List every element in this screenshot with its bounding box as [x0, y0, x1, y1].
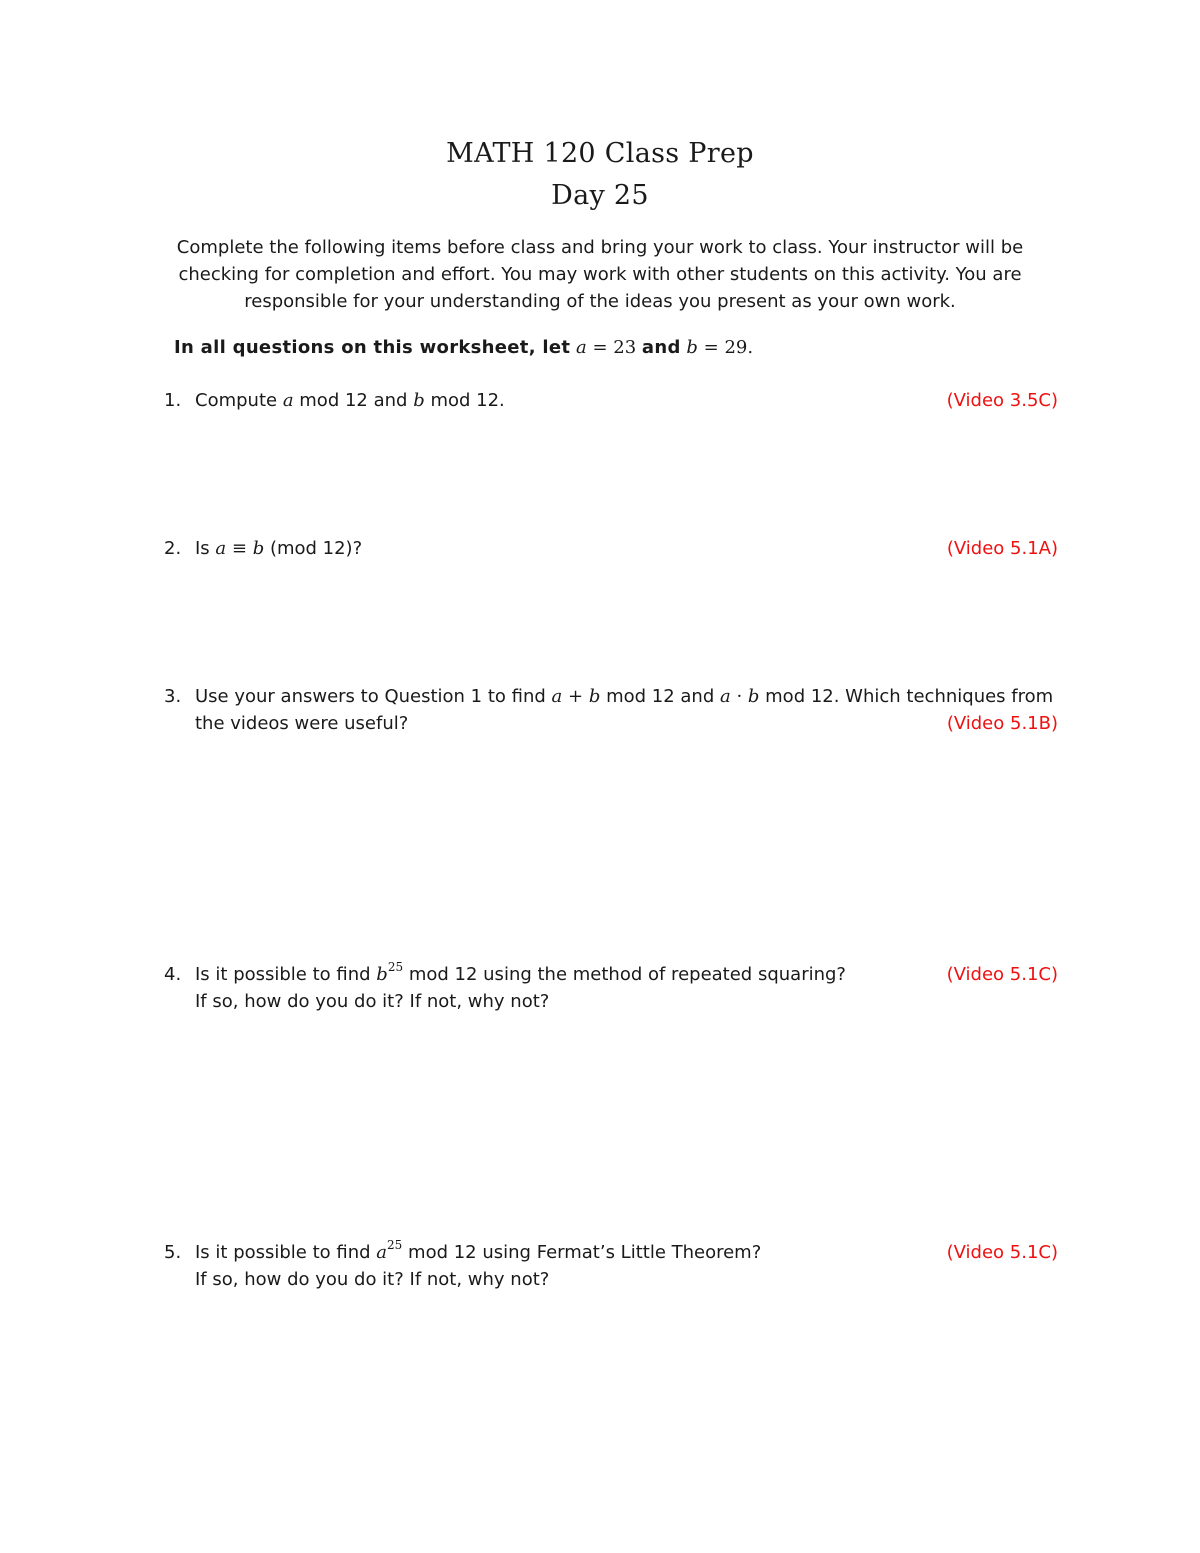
video-reference: (Video 5.1A) [946, 538, 1058, 559]
text-segment: Is [195, 538, 216, 559]
math-var: b [376, 964, 388, 985]
worksheet-instruction [174, 337, 753, 358]
instruction-text: In all questions on this worksheet, let [174, 337, 571, 358]
question-text [195, 683, 1058, 737]
math-var: b [747, 686, 760, 707]
exponent: 25 [387, 1238, 403, 1252]
text-segment: mod 12 and [293, 390, 414, 411]
text-segment: Compute [195, 390, 283, 411]
question-number: 3. [164, 686, 182, 707]
question-3 [164, 683, 1058, 737]
text-segment: Is it possible to find [195, 964, 377, 985]
question-5 [164, 1239, 1058, 1293]
instruction-var-b: b [686, 337, 698, 358]
math-var: b [588, 686, 601, 707]
text-segment: (mod 12)? [264, 538, 363, 559]
text-segment: mod 12 using Fermat’s Little Theorem? [402, 1242, 762, 1263]
video-reference: (Video 5.1C) [946, 1242, 1058, 1263]
text-segment: mod 12 and [600, 686, 720, 707]
text-segment: + [562, 686, 589, 707]
text-segment: If so, how do you do it? If not, why not? [195, 1269, 550, 1290]
instruction-var-a: a [576, 337, 587, 358]
intro-paragraph [140, 234, 1060, 315]
video-reference: (Video 3.5C) [946, 390, 1058, 411]
math-var: a [551, 686, 563, 707]
question-text [195, 387, 1058, 414]
page-title: MATH 120 Class Prep [446, 138, 754, 169]
question-4 [164, 961, 1058, 1015]
intro-line-3: responsible for your understanding of the ideas you present as your own work. [244, 291, 956, 312]
math-var: a [282, 390, 294, 411]
math-var: a [719, 686, 731, 707]
text-segment: mod 12. Which techniques from [759, 686, 1054, 707]
math-var: b [252, 538, 265, 559]
text-segment: Use your answers to Question 1 to find [195, 686, 552, 707]
instruction-eq-a: = 23 [586, 337, 642, 358]
text-segment: If so, how do you do it? If not, why not? [195, 991, 550, 1012]
question-text [195, 1239, 1058, 1293]
text-segment: mod 12. [424, 390, 505, 411]
question-text [195, 961, 1058, 1015]
question-2 [164, 535, 1058, 562]
text-segment: the videos were useful? [195, 713, 409, 734]
math-var: b [413, 390, 425, 411]
question-text [195, 535, 1058, 562]
question-number: 2. [164, 538, 182, 559]
video-reference: (Video 5.1C) [946, 964, 1058, 985]
video-reference: (Video 5.1B) [946, 713, 1058, 734]
text-segment: mod 12 using the method of repeated squaring? [403, 964, 846, 985]
question-1 [164, 387, 1058, 414]
math-var: a [376, 1242, 388, 1263]
text-segment: ≡ [226, 538, 253, 559]
intro-line-2: checking for completion and effort. You may work with other students on this activity. You are [178, 264, 1022, 285]
intro-line-1: Complete the following items before class and bring your work to class. Your instructor will be [176, 237, 1024, 258]
page-subtitle: Day 25 [551, 180, 649, 211]
exponent: 25 [387, 960, 404, 974]
instruction-eq-b: = 29. [697, 337, 754, 358]
text-segment: Is it possible to find [195, 1242, 377, 1263]
text-segment: · [730, 686, 748, 707]
instruction-and: and [641, 337, 681, 358]
question-number: 5. [164, 1242, 182, 1263]
question-number: 4. [164, 964, 182, 985]
question-number: 1. [164, 390, 182, 411]
math-var: a [215, 538, 227, 559]
